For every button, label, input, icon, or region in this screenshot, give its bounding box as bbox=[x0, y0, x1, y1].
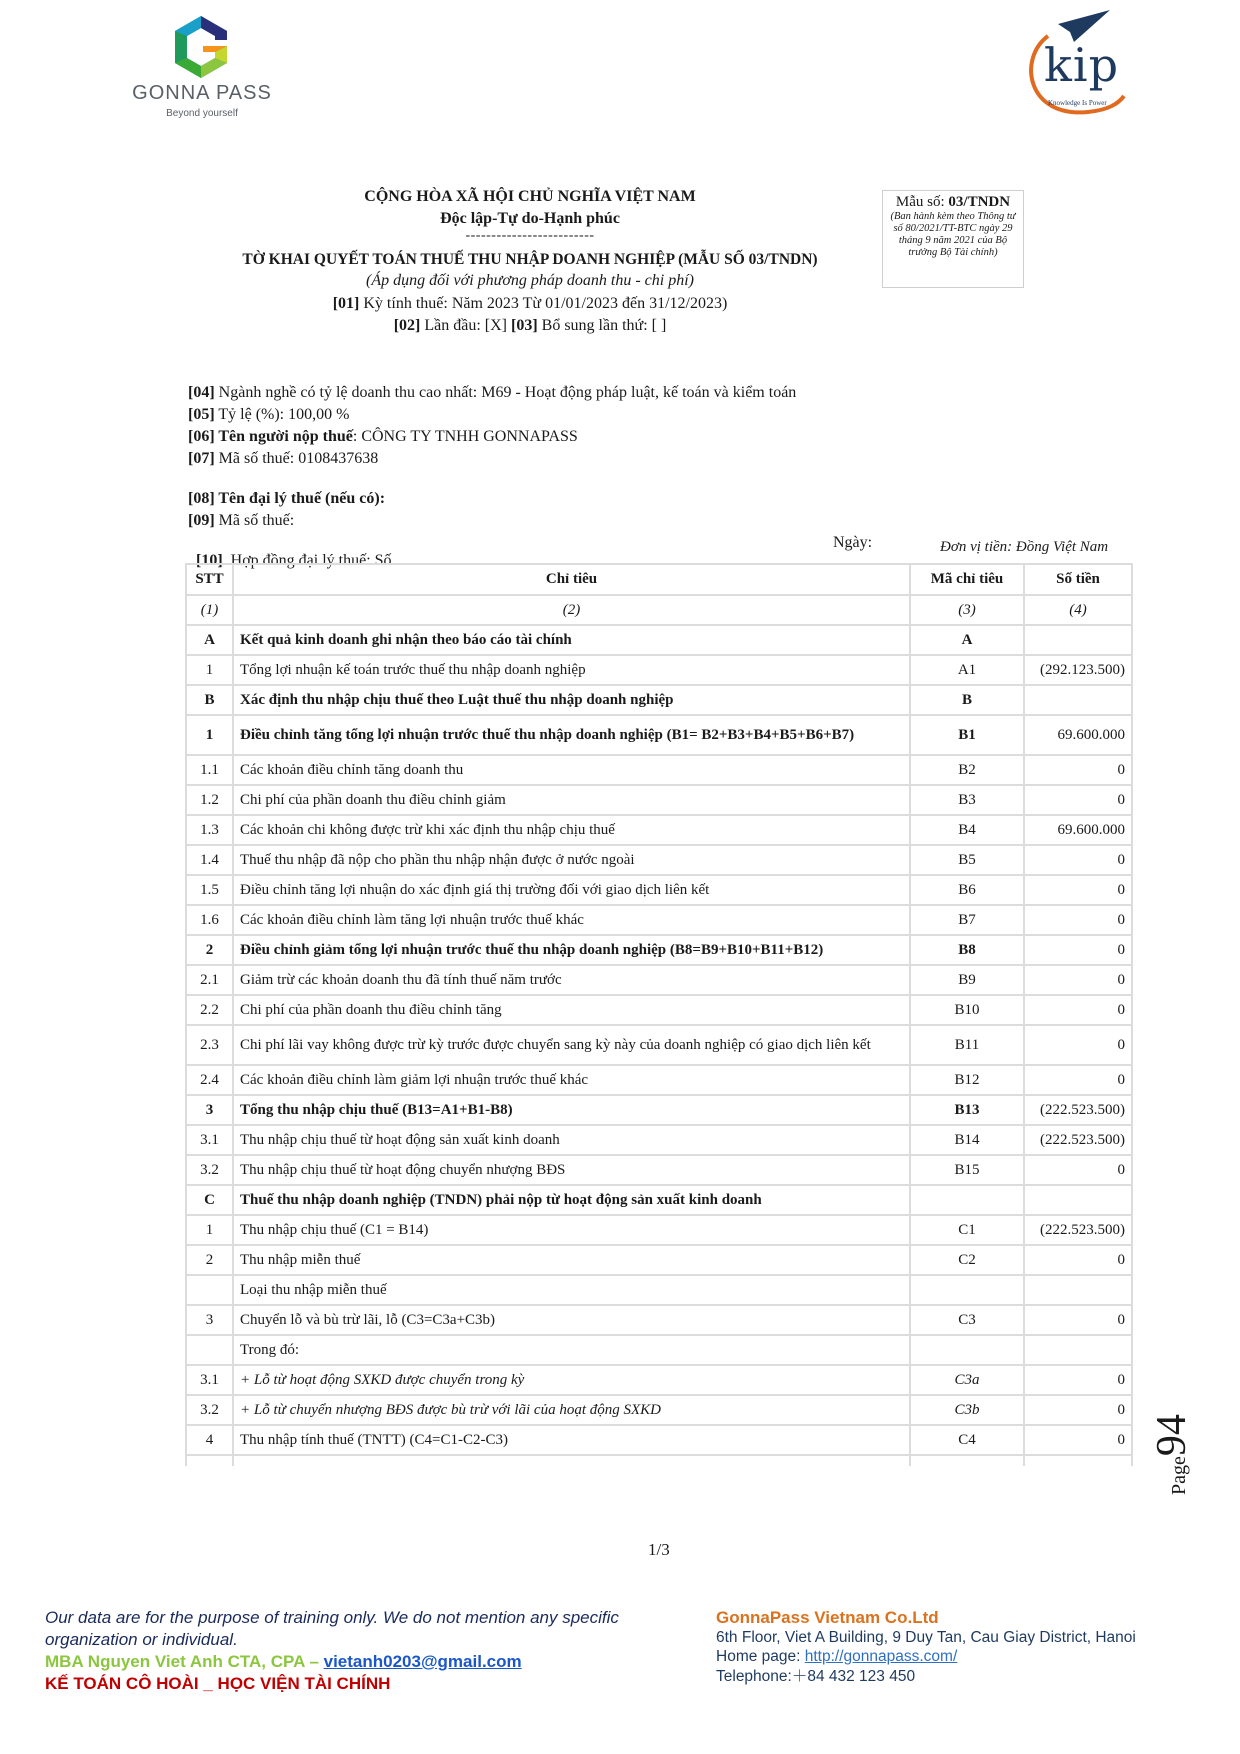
form-subtitle: (Áp dụng đối với phương pháp doanh thu - chi phí) bbox=[366, 272, 694, 289]
supplement-text: Bổ sung lần thứ: [ ] bbox=[537, 317, 667, 334]
row-description: Điều chỉnh tăng tổng lợi nhuận trước thuế thu nhập doanh nghiệp (B1= B2+B3+B4+B5+B6+B7) bbox=[233, 715, 910, 755]
row-stt: 2.3 bbox=[186, 1025, 233, 1065]
row-stt: 3 bbox=[186, 1305, 233, 1335]
empty-cell bbox=[910, 1455, 1024, 1466]
row-description: Điều chỉnh giảm tổng lợi nhuận trước thuế thu nhập doanh nghiệp (B8=B9+B10+B11+B12) bbox=[233, 935, 910, 965]
field-code: [04] bbox=[188, 384, 215, 401]
table-row bbox=[186, 935, 1132, 965]
footer-homepage bbox=[716, 1647, 1156, 1667]
footer-telephone: Telephone:＋84 432 123 450 bbox=[716, 1667, 916, 1685]
row-code: B12 bbox=[910, 1065, 1024, 1095]
row-stt: C bbox=[186, 1185, 233, 1215]
gonnapass-hexagon-icon bbox=[172, 16, 230, 78]
row-code: B5 bbox=[910, 845, 1024, 875]
row-code bbox=[910, 1335, 1024, 1365]
tax-table bbox=[185, 563, 1133, 1466]
row-stt: 3.1 bbox=[186, 1125, 233, 1155]
row-code: B7 bbox=[910, 905, 1024, 935]
row-amount: 0 bbox=[1024, 875, 1132, 905]
row-amount: 0 bbox=[1024, 1365, 1132, 1395]
form-code bbox=[883, 194, 1023, 211]
row-code: B10 bbox=[910, 995, 1024, 1025]
table-row bbox=[186, 1095, 1132, 1125]
row-description: Loại thu nhập miễn thuế bbox=[233, 1275, 910, 1305]
empty-cell bbox=[186, 1455, 233, 1466]
field-code: [01] bbox=[332, 295, 360, 312]
table-row bbox=[186, 1335, 1132, 1365]
table-row bbox=[186, 1185, 1132, 1215]
row-stt: 1.5 bbox=[186, 875, 233, 905]
row-stt bbox=[186, 1335, 233, 1365]
homepage-label: Home page: bbox=[716, 1648, 805, 1665]
row-amount bbox=[1024, 685, 1132, 715]
row-stt: 3.1 bbox=[186, 1365, 233, 1395]
row-stt: 1.3 bbox=[186, 815, 233, 845]
table-row bbox=[186, 815, 1132, 845]
field-07-text: Mã số thuế: 0108437638 bbox=[214, 450, 379, 467]
field-06-label: Tên người nộp thuế bbox=[214, 428, 353, 445]
row-description: Các khoản điều chỉnh tăng doanh thu bbox=[233, 755, 910, 785]
nation-title: CỘNG HÒA XÃ HỘI CHỦ NGHĨA VIỆT NAM bbox=[364, 188, 696, 205]
field-09-text: Mã số thuế: bbox=[214, 512, 295, 529]
field-07 bbox=[188, 450, 378, 468]
row-stt: 1 bbox=[186, 715, 233, 755]
footer-right bbox=[716, 1608, 1156, 1686]
row-stt bbox=[186, 1275, 233, 1305]
row-stt: 1.4 bbox=[186, 845, 233, 875]
table-row bbox=[186, 655, 1132, 685]
row-stt: 3.2 bbox=[186, 1395, 233, 1425]
field-09 bbox=[188, 512, 294, 530]
row-description: Các khoản điều chỉnh làm tăng lợi nhuận trước thuế khác bbox=[233, 905, 910, 935]
field-06 bbox=[188, 428, 578, 446]
table-row bbox=[186, 1395, 1132, 1425]
currency-unit: Đơn vị tiền: Đồng Việt Nam bbox=[940, 539, 1109, 555]
row-description: Thu nhập chịu thuế từ hoạt động chuyển nhượng BĐS bbox=[233, 1155, 910, 1185]
row-code: A bbox=[910, 625, 1024, 655]
row-amount: 0 bbox=[1024, 1025, 1132, 1065]
header-divider: ------------------------- bbox=[465, 228, 595, 243]
row-stt: 2 bbox=[186, 1245, 233, 1275]
header-description: Chỉ tiêu bbox=[233, 564, 910, 595]
homepage-link[interactable]: http://gonnapass.com/ bbox=[804, 1648, 958, 1665]
row-amount: 0 bbox=[1024, 1065, 1132, 1095]
page-side-number: 94 bbox=[1149, 1414, 1195, 1457]
row-amount: 0 bbox=[1024, 995, 1132, 1025]
field-code: [02] bbox=[393, 317, 421, 334]
footer-org: KẾ TOÁN CÔ HOÀI _ HỌC VIỆN TÀI CHÍNH bbox=[45, 1674, 391, 1693]
row-amount: 0 bbox=[1024, 1155, 1132, 1185]
tax-period-text: Kỳ tính thuế: Năm 2023 Từ 01/01/2023 đến 31/12/2023) bbox=[359, 295, 728, 312]
row-amount: (292.123.500) bbox=[1024, 655, 1132, 685]
gonnapass-brand-name: GONNA PASS bbox=[132, 82, 272, 104]
table-row bbox=[186, 715, 1132, 755]
table-row bbox=[186, 1245, 1132, 1275]
footer-address: 6th Floor, Viet A Building, 9 Duy Tan, Cau Giay District, Hanoi bbox=[716, 1628, 1136, 1646]
table-continuation-row bbox=[186, 1455, 1132, 1466]
row-amount bbox=[1024, 625, 1132, 655]
form-code-value: 03/TNDN bbox=[948, 194, 1011, 210]
table-row bbox=[186, 1365, 1132, 1395]
form-code-note: (Ban hành kèm theo Thông tư số 80/2021/TT-BTC ngày 29 tháng 9 năm 2021 của Bộ trưởng Bộ Tài chính) bbox=[890, 211, 1016, 258]
col-number: (2) bbox=[233, 595, 910, 625]
row-code: C3a bbox=[910, 1365, 1024, 1395]
row-description: Tổng thu nhập chịu thuế (B13=A1+B1-B8) bbox=[233, 1095, 910, 1125]
row-description: Chuyển lỗ và bù trừ lãi, lỗ (C3=C3a+C3b) bbox=[233, 1305, 910, 1335]
row-amount: 0 bbox=[1024, 845, 1132, 875]
table-row bbox=[186, 875, 1132, 905]
row-amount: (222.523.500) bbox=[1024, 1215, 1132, 1245]
table-row bbox=[186, 905, 1132, 935]
row-code: C2 bbox=[910, 1245, 1024, 1275]
row-stt: B bbox=[186, 685, 233, 715]
gonnapass-logo bbox=[112, 16, 292, 126]
field-10-date: Ngày: bbox=[833, 534, 873, 551]
row-stt: A bbox=[186, 625, 233, 655]
row-code: B3 bbox=[910, 785, 1024, 815]
row-amount bbox=[1024, 1275, 1132, 1305]
table-row bbox=[186, 845, 1132, 875]
table-row bbox=[186, 685, 1132, 715]
col-number: (1) bbox=[186, 595, 233, 625]
table-row bbox=[186, 1125, 1132, 1155]
row-code: B9 bbox=[910, 965, 1024, 995]
table-row bbox=[186, 1025, 1132, 1065]
form-code-label: Mẫu số: bbox=[895, 194, 949, 210]
header-amount: Số tiền bbox=[1024, 564, 1132, 595]
row-amount bbox=[1024, 1185, 1132, 1215]
footer-author-line bbox=[45, 1651, 685, 1673]
table-row bbox=[186, 1155, 1132, 1185]
row-amount: 0 bbox=[1024, 1305, 1132, 1335]
row-amount: 0 bbox=[1024, 1425, 1132, 1455]
field-code: [09] bbox=[188, 512, 215, 529]
row-stt: 4 bbox=[186, 1425, 233, 1455]
table-row bbox=[186, 965, 1132, 995]
row-description: Xác định thu nhập chịu thuế theo Luật thuế thu nhập doanh nghiệp bbox=[233, 685, 910, 715]
row-amount: 69.600.000 bbox=[1024, 815, 1132, 845]
field-code: [03] bbox=[510, 317, 538, 334]
row-stt: 1.1 bbox=[186, 755, 233, 785]
row-code: B4 bbox=[910, 815, 1024, 845]
row-description: + Lỗ từ chuyển nhượng BĐS được bù trừ với lãi của hoạt động SXKD bbox=[233, 1395, 910, 1425]
row-code: B1 bbox=[910, 715, 1024, 755]
row-amount: 0 bbox=[1024, 1245, 1132, 1275]
field-05 bbox=[188, 406, 349, 424]
row-description: Các khoản chi không được trừ khi xác định thu nhập chịu thuế bbox=[233, 815, 910, 845]
field-05-text: Tỷ lệ (%): 100,00 % bbox=[214, 406, 350, 423]
row-code bbox=[910, 1185, 1024, 1215]
form-code-box bbox=[882, 190, 1024, 288]
page-side-label bbox=[1148, 1414, 1196, 1495]
row-stt: 2.4 bbox=[186, 1065, 233, 1095]
table-row bbox=[186, 1305, 1132, 1335]
row-amount: 0 bbox=[1024, 905, 1132, 935]
field-code: [07] bbox=[188, 450, 215, 467]
row-stt: 1.6 bbox=[186, 905, 233, 935]
field-10-text: Hợp đồng đại lý thuế: Số bbox=[222, 552, 392, 569]
row-stt: 2.1 bbox=[186, 965, 233, 995]
row-code: B13 bbox=[910, 1095, 1024, 1125]
row-code: B11 bbox=[910, 1025, 1024, 1065]
page-word: Page bbox=[1168, 1456, 1190, 1495]
row-stt: 1.2 bbox=[186, 785, 233, 815]
row-code: B15 bbox=[910, 1155, 1024, 1185]
field-04-text: Ngành nghề có tỷ lệ doanh thu cao nhất: M69 - Hoạt động pháp luật, kế toán và kiểm toán bbox=[214, 384, 797, 401]
row-amount: 0 bbox=[1024, 1395, 1132, 1425]
table-row bbox=[186, 1425, 1132, 1455]
row-description: Tổng lợi nhuận kế toán trước thuế thu nhập doanh nghiệp bbox=[233, 655, 910, 685]
row-description: Thu nhập miễn thuế bbox=[233, 1245, 910, 1275]
row-stt: 1 bbox=[186, 1215, 233, 1245]
row-description: Các khoản điều chỉnh làm giảm lợi nhuận trước thuế khác bbox=[233, 1065, 910, 1095]
row-description: + Lỗ từ hoạt động SXKD được chuyển trong kỳ bbox=[233, 1365, 910, 1395]
footer-disclaimer: Our data are for the purpose of training only. We do not mention any specific organization or individual. bbox=[45, 1608, 619, 1649]
field-code: [05] bbox=[188, 406, 215, 423]
row-code: B bbox=[910, 685, 1024, 715]
row-amount: 0 bbox=[1024, 755, 1132, 785]
col-number: (3) bbox=[910, 595, 1024, 625]
col-number: (4) bbox=[1024, 595, 1132, 625]
row-description: Giảm trừ các khoản doanh thu đã tính thuế năm trước bbox=[233, 965, 910, 995]
row-code: B2 bbox=[910, 755, 1024, 785]
tax-period bbox=[200, 295, 860, 313]
row-amount: 0 bbox=[1024, 935, 1132, 965]
row-amount: (222.523.500) bbox=[1024, 1095, 1132, 1125]
kip-brand-name: kip bbox=[1044, 38, 1120, 92]
kip-tagline: Knowledge Is Power bbox=[1048, 99, 1107, 107]
row-code: B8 bbox=[910, 935, 1024, 965]
row-stt: 2.2 bbox=[186, 995, 233, 1025]
field-08 bbox=[188, 490, 385, 508]
field-04 bbox=[188, 384, 796, 402]
row-code: B14 bbox=[910, 1125, 1024, 1155]
field-08-label: Tên đại lý thuế (nếu có): bbox=[214, 490, 386, 507]
row-description: Kết quả kinh doanh ghi nhận theo báo cáo tài chính bbox=[233, 625, 910, 655]
empty-cell bbox=[233, 1455, 910, 1466]
row-amount bbox=[1024, 1335, 1132, 1365]
row-amount: (222.523.500) bbox=[1024, 1125, 1132, 1155]
table-row bbox=[186, 1275, 1132, 1305]
row-amount: 69.600.000 bbox=[1024, 715, 1132, 755]
form-title: TỜ KHAI QUYẾT TOÁN THUẾ THU NHẬP DOANH NGHIỆP (MẪU SỐ 03/TNDN) bbox=[242, 251, 818, 268]
filing-type bbox=[200, 317, 860, 335]
table-row bbox=[186, 1065, 1132, 1095]
gonnapass-tagline: Beyond yourself bbox=[166, 108, 238, 119]
field-code: [10] bbox=[196, 552, 223, 569]
footer-email-link[interactable]: vietanh0203@gmail.com bbox=[323, 1652, 522, 1671]
header-code: Mã chỉ tiêu bbox=[910, 564, 1024, 595]
footer-author: MBA Nguyen Viet Anh CTA, CPA – bbox=[45, 1652, 324, 1671]
kip-logo bbox=[1018, 8, 1138, 128]
row-code: C3b bbox=[910, 1395, 1024, 1425]
first-filing-text: Lần đầu: [X] bbox=[420, 317, 511, 334]
row-description: Trong đó: bbox=[233, 1335, 910, 1365]
row-amount: 0 bbox=[1024, 785, 1132, 815]
empty-cell bbox=[1024, 1455, 1132, 1466]
row-description: Thu nhập tính thuế (TNTT) (C4=C1-C2-C3) bbox=[233, 1425, 910, 1455]
row-code bbox=[910, 1275, 1024, 1305]
table-row bbox=[186, 625, 1132, 655]
table-row bbox=[186, 755, 1132, 785]
row-description: Thu nhập chịu thuế (C1 = B14) bbox=[233, 1215, 910, 1245]
footer-company: GonnaPass Vietnam Co.Ltd bbox=[716, 1608, 939, 1627]
row-description: Thuế thu nhập doanh nghiệp (TNDN) phải nộp từ hoạt động sản xuất kinh doanh bbox=[233, 1185, 910, 1215]
row-stt: 3.2 bbox=[186, 1155, 233, 1185]
footer-left bbox=[45, 1607, 685, 1695]
row-stt: 3 bbox=[186, 1095, 233, 1125]
row-description: Thuế thu nhập đã nộp cho phần thu nhập nhận được ở nước ngoài bbox=[233, 845, 910, 875]
table-header-row bbox=[186, 564, 1132, 595]
motto: Độc lập-Tự do-Hạnh phúc bbox=[440, 210, 620, 227]
page-number: 1/3 bbox=[648, 1540, 670, 1559]
table-row bbox=[186, 995, 1132, 1025]
row-code: B6 bbox=[910, 875, 1024, 905]
header-stt: STT bbox=[186, 564, 233, 595]
row-stt: 1 bbox=[186, 655, 233, 685]
row-code: A1 bbox=[910, 655, 1024, 685]
row-description: Điều chỉnh tăng lợi nhuận do xác định giá thị trường đối với giao dịch liên kết bbox=[233, 875, 910, 905]
row-description: Thu nhập chịu thuế từ hoạt động sản xuất kinh doanh bbox=[233, 1125, 910, 1155]
field-code: [06] bbox=[188, 428, 215, 445]
table-row bbox=[186, 1215, 1132, 1245]
row-code: C1 bbox=[910, 1215, 1024, 1245]
row-description: Chi phí của phần doanh thu điều chỉnh giảm bbox=[233, 785, 910, 815]
row-code: C3 bbox=[910, 1305, 1024, 1335]
table-row bbox=[186, 785, 1132, 815]
row-description: Chi phí lãi vay không được trừ kỳ trước được chuyển sang kỳ này của doanh nghiệp có giao dịch liên kết bbox=[233, 1025, 910, 1065]
field-06-text: : CÔNG TY TNHH GONNAPASS bbox=[352, 428, 578, 445]
column-number-row bbox=[186, 595, 1132, 625]
field-code: [08] bbox=[188, 490, 215, 507]
row-code: C4 bbox=[910, 1425, 1024, 1455]
row-amount: 0 bbox=[1024, 965, 1132, 995]
row-description: Chi phí của phần doanh thu điều chỉnh tăng bbox=[233, 995, 910, 1025]
row-stt: 2 bbox=[186, 935, 233, 965]
